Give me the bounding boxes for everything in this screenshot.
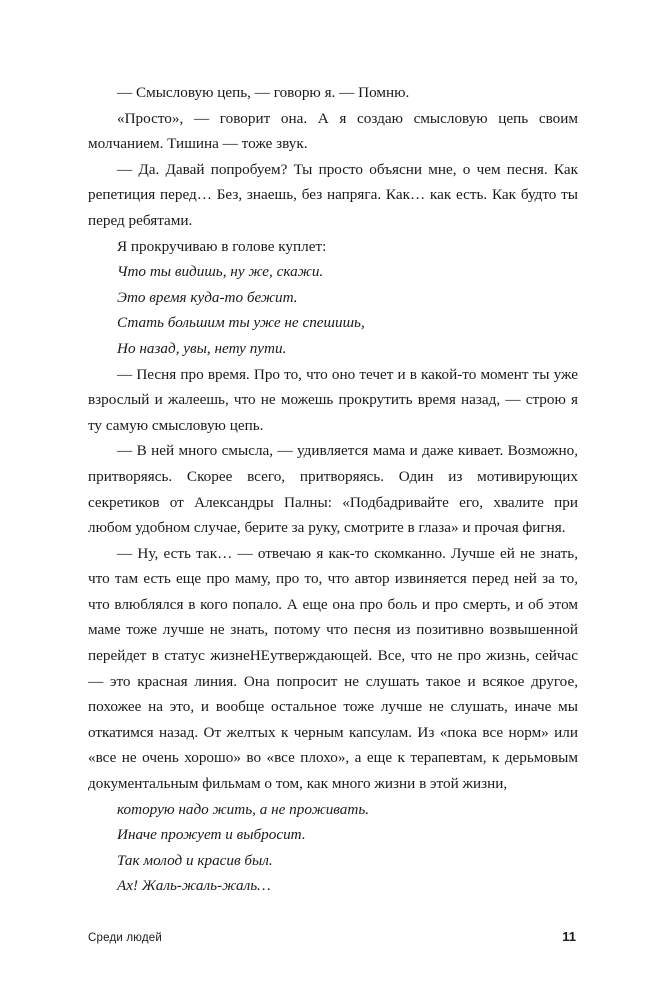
- paragraph: — Да. Давай попробуем? Ты просто объясни мне, о чем песня. Как репетиция перед… Без, знаешь, без напряга. Как… как есть. Как будто ты перед ребятами.: [88, 160, 578, 229]
- verse-line: Но назад, увы, нету пути.: [117, 339, 287, 357]
- paragraph: — Смысловую цепь, — говорю я. — Помню.: [117, 84, 410, 101]
- verse-line: которую надо жить, а не проживать.: [117, 800, 370, 818]
- paragraph: — Ну, есть так… — отвечаю я как-то скомканно. Лучше ей не знать, что там есть еще про маму, про то, что автор извиняется перед ней за то, что влюблялся в кого попало. А еще она про боль и про смерть, и об этом маме тоже лучше не знать, потому что песня из позитивно возвышенной перейдет в статус жизнеНЕутверждающей. Все, что не про жизнь, сейчас — это красная линия. Она попросит не слушать такое и всякое другое, похожее на это, и вообще остальное тоже лучше не слушать, иначе мы откатимся назад. От желтых к черным капсулам. Из «пока все норм» или «все не очень хорошо» во «все плохо», а еще к терапевтам, к дерьмовым документальным фильмам о том, как много жизни в этой жизни,: [88, 544, 578, 793]
- verse-line: Что ты видишь, ну же, скажи.: [117, 263, 324, 281]
- paragraph: Я прокручиваю в голове куплет:: [117, 237, 327, 255]
- verse-line: Так молод и красив был.: [117, 851, 273, 869]
- running-title: Среди людей: [88, 932, 162, 944]
- body-text-column: [88, 80, 578, 899]
- paragraph: «Просто», — говорит она. А я создаю смысловую цепь своим молчанием. Тишина — тоже звук.: [88, 109, 578, 153]
- verse-line: Иначе прожует и выбросит.: [117, 826, 306, 844]
- verse-line: Это время куда-то бежит.: [117, 288, 298, 306]
- page-number: 11: [562, 929, 576, 944]
- paragraph: — Песня про время. Про то, что оно течет и в какой-то момент ты уже взрослый и жалеешь, что не можешь прокрутить время назад, — строю я ту самую смысловую цепь.: [88, 365, 578, 434]
- verse-line: Стать большим ты уже не спешишь,: [117, 314, 365, 332]
- paragraph: — В ней много смысла, — удивляется мама и даже кивает. Возможно, притворяясь. Скорее всего, притворяясь. Один из мотивирующих секретиков от Александры Палны: «Подбадривайте его, хвалите при любом удобном случае, берите за руку, смотрите в глаза» и прочая фигня.: [88, 442, 578, 537]
- page-footer: [88, 929, 576, 944]
- verse-line: Ах! Жаль-жаль-жаль…: [117, 877, 271, 895]
